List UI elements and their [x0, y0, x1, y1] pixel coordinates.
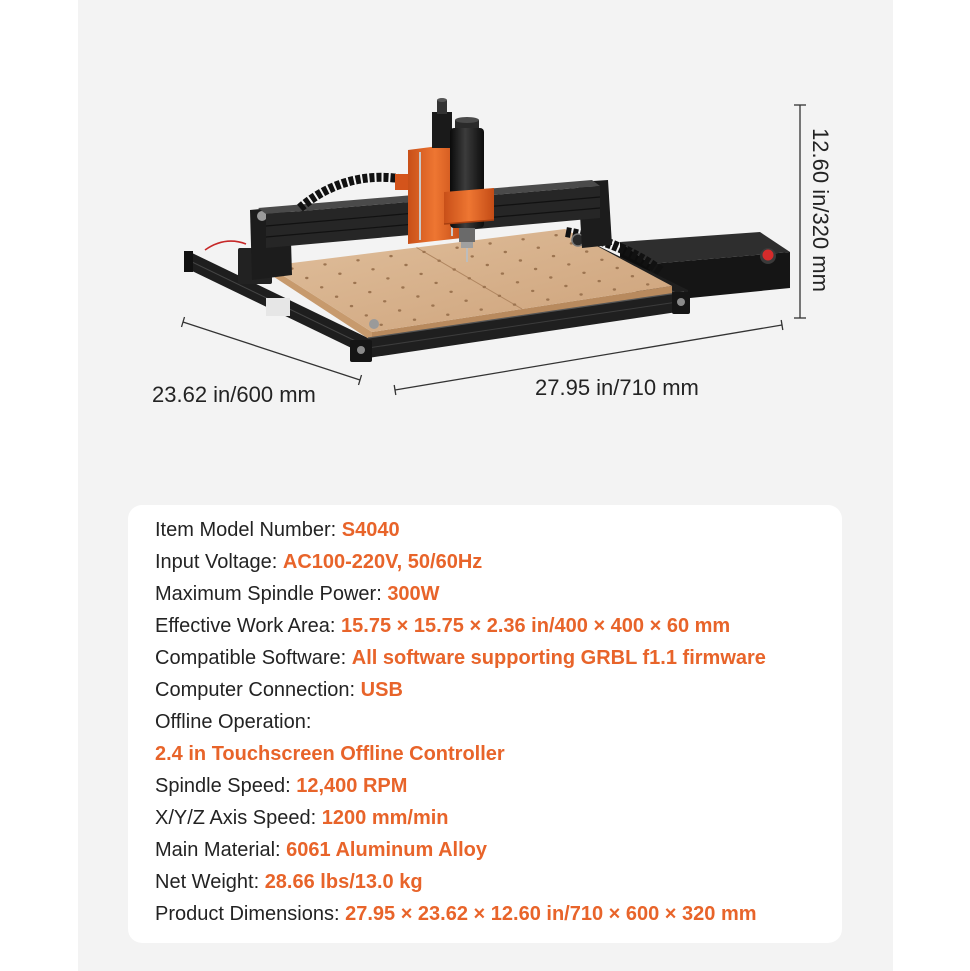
front-left-corner-bolt: [369, 319, 379, 329]
spec-main-material: [155, 834, 842, 866]
spec-value: 12,400 RPM: [296, 775, 408, 797]
spec-product-dimensions: [155, 898, 842, 930]
spec-value: 6061 Aluminum Alloy: [286, 839, 487, 861]
spoilboard-hole: [464, 300, 467, 302]
spoilboard-hole: [585, 250, 588, 252]
spec-label: Computer Connection:: [155, 679, 356, 701]
spoilboard-hole: [564, 285, 567, 287]
spoilboard-hole: [613, 288, 616, 290]
spoilboard-hole: [380, 324, 383, 326]
spoilboard-hole: [598, 280, 601, 282]
z-stepper-top: [437, 98, 447, 102]
spoilboard-hole: [501, 272, 504, 274]
spoilboard-hole: [480, 308, 483, 310]
spec-value: 15.75 × 15.75 × 2.36 in/400 × 400 × 60 mm: [341, 615, 731, 637]
spoilboard-hole: [498, 295, 501, 297]
height-dimension-label: 12.60 in/320 mm: [808, 128, 833, 292]
spec-label: Maximum Spindle Power:: [155, 583, 382, 605]
collet-nut: [461, 242, 473, 248]
spec-offline-operation: [155, 706, 842, 738]
spoilboard-hole: [488, 242, 491, 244]
width-dimension-label: 27.95 in/710 mm: [535, 375, 699, 400]
width-dimension-cap-start: [394, 385, 396, 395]
width-dimension-cap-end: [781, 320, 783, 330]
spoilboard-hole: [446, 314, 449, 316]
spoilboard-hole: [386, 277, 389, 279]
spoilboard-hole: [353, 282, 356, 284]
spec-value: 28.66 lbs/13.0 kg: [264, 871, 423, 893]
spoilboard-hole: [549, 276, 552, 278]
spoilboard-hole: [616, 267, 619, 269]
spec-net-weight: [155, 866, 842, 898]
spec-work-area: [155, 610, 842, 642]
spoilboard-hole: [546, 298, 549, 300]
spoilboard-hole: [305, 277, 308, 279]
spoilboard-hole: [453, 268, 456, 270]
spec-label: Compatible Software:: [155, 647, 347, 669]
spoilboard-hole: [513, 303, 516, 305]
spoilboard-hole: [398, 309, 401, 311]
spec-label: X/Y/Z Axis Speed:: [155, 807, 317, 829]
spoilboard-hole: [468, 277, 471, 279]
spoilboard-hole: [600, 259, 603, 261]
spoilboard-hole: [416, 295, 419, 297]
spoilboard-hole: [579, 293, 582, 295]
spoilboard-hole: [471, 255, 474, 257]
spec-label: Spindle Speed:: [155, 775, 291, 797]
spoilboard-hole: [504, 251, 507, 253]
spindle-collet: [459, 228, 475, 242]
spoilboard-hole: [567, 263, 570, 265]
z-stepper-motor: [432, 112, 452, 148]
spoilboard-hole: [350, 305, 353, 307]
spec-axis-speed: [155, 802, 842, 834]
spec-label: Effective Work Area:: [155, 615, 336, 637]
spoilboard-hole: [449, 291, 452, 293]
spoilboard-hole: [422, 251, 425, 253]
spoilboard-hole: [320, 286, 323, 288]
spec-label: Input Voltage:: [155, 551, 278, 573]
spoilboard-hole: [537, 247, 540, 249]
spindle-cap-top: [455, 117, 479, 123]
rail-sticker: [266, 298, 290, 316]
spec-spindle-power: [155, 578, 842, 610]
spoilboard-hole: [534, 268, 537, 270]
spoilboard-hole: [404, 264, 407, 266]
spec-label: Main Material:: [155, 839, 281, 861]
spoilboard-hole: [413, 319, 416, 321]
spoilboard-hole: [335, 296, 338, 298]
spindle-clamp: [444, 188, 494, 224]
spoilboard-hole: [455, 247, 458, 249]
spoilboard-hole: [389, 255, 392, 257]
spoilboard-hole: [365, 314, 368, 316]
spoilboard-hole: [338, 273, 341, 275]
spoilboard-hole: [554, 234, 557, 236]
spoilboard-hole: [631, 275, 634, 277]
spec-label: Net Weight:: [155, 871, 260, 893]
spoilboard-hole: [483, 286, 486, 288]
spec-label: Product Dimensions:: [155, 903, 340, 925]
left-rail-end-cap: [184, 251, 193, 272]
spoilboard-hole: [552, 255, 555, 257]
depth-dimension-label: 23.62 in/600 mm: [152, 382, 316, 407]
spoilboard-hole: [437, 260, 440, 262]
z-stepper-cap: [437, 100, 447, 114]
spoilboard-hole: [486, 264, 489, 266]
spec-label: Item Model Number:: [155, 519, 337, 541]
spec-computer-connection: [155, 674, 842, 706]
spoilboard-hole: [431, 304, 434, 306]
spindle-carriage: [395, 98, 494, 262]
spec-value: S4040: [341, 519, 400, 541]
spoilboard-hole: [371, 268, 374, 270]
spec-offline-operation-value: [155, 738, 842, 770]
spoilboard-hole: [521, 238, 524, 240]
spec-value: 27.95 × 23.62 × 12.60 in/710 × 600 × 320 mm: [345, 903, 757, 925]
spec-value: 1200 mm/min: [321, 807, 449, 829]
spec-input-voltage: [155, 546, 842, 578]
front-left-bolt: [357, 346, 365, 354]
spoilboard-hole: [356, 259, 359, 261]
front-right-bolt: [677, 298, 685, 306]
spec-card: [128, 505, 842, 943]
spec-item-model-number: [155, 514, 842, 546]
spec-value: 2.4 in Touchscreen Offline Controller: [155, 743, 505, 765]
spec-compatible-software: [155, 642, 842, 674]
spoilboard-hole: [646, 283, 649, 285]
spec-label: Offline Operation:: [155, 711, 312, 733]
spoilboard-hole: [582, 272, 585, 274]
spec-value: All software supporting GRBL f1.1 firmware: [351, 647, 766, 669]
spec-value: 300W: [387, 583, 440, 605]
spec-spindle-speed: [155, 770, 842, 802]
spoilboard-hole: [401, 286, 404, 288]
spoilboard-hole: [531, 290, 534, 292]
spoilboard-hole: [383, 300, 386, 302]
spec-value: AC100-220V, 50/60Hz: [282, 551, 483, 573]
stop-button-icon: [763, 250, 774, 261]
spoilboard-hole: [323, 263, 326, 265]
spoilboard-hole: [516, 281, 519, 283]
spoilboard-hole: [419, 273, 422, 275]
spoilboard-hole: [519, 259, 522, 261]
spoilboard-hole: [434, 282, 437, 284]
spoilboard-hole: [368, 291, 371, 293]
spec-value: USB: [360, 679, 403, 701]
